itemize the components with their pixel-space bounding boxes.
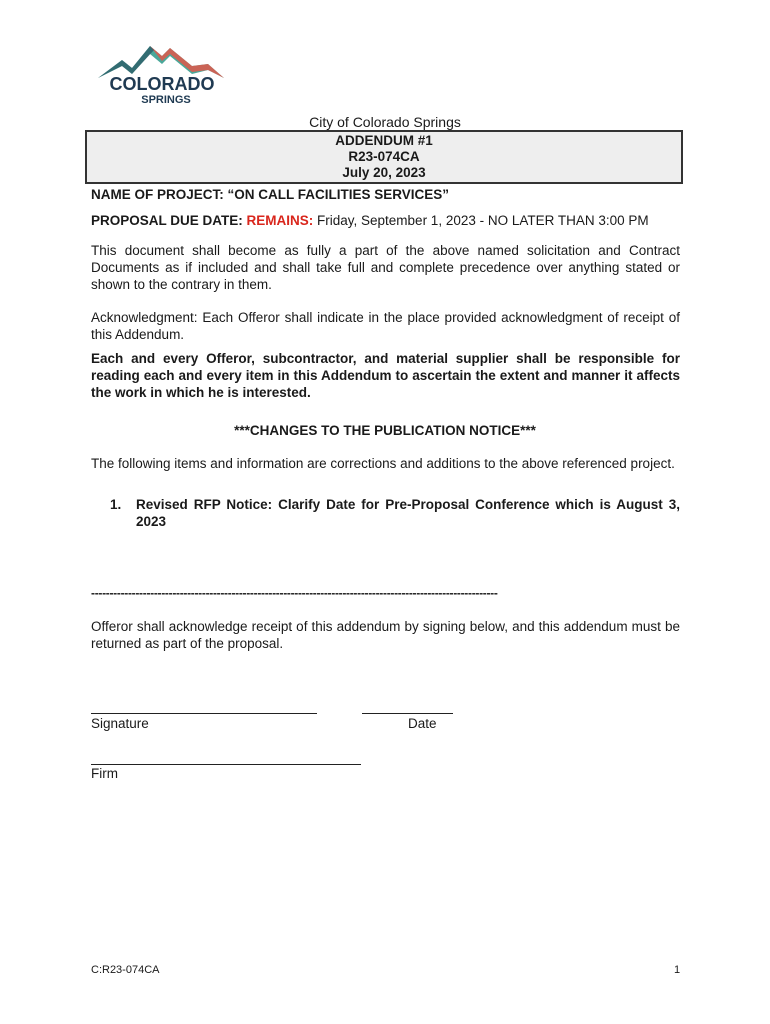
addendum-date: July 20, 2023: [342, 165, 426, 180]
firm-label: Firm: [91, 766, 118, 781]
list-item: [110, 496, 680, 530]
addendum-title: ADDENDUM #1: [335, 133, 433, 148]
following-items-text: The following items and information are corrections and additions to the above referenced project.: [91, 456, 675, 471]
due-date-text: Friday, September 1, 2023 - NO LATER THAN 3:00 PM: [313, 213, 649, 228]
page-number: 1: [674, 964, 681, 976]
due-date-label: PROPOSAL DUE DATE:: [91, 213, 247, 228]
proposal-due-date: [91, 213, 649, 228]
list-item-number: 1.: [110, 497, 122, 512]
signature-label: Signature: [91, 716, 149, 731]
date-label: Date: [408, 716, 437, 731]
addendum-header-box: [85, 130, 683, 184]
signature-line: [91, 713, 317, 714]
city-name: City of Colorado Springs: [309, 114, 461, 130]
colorado-springs-logo: [92, 34, 232, 106]
dashed-divider: --------------------------------------------------------------------------------------------------------------: [91, 586, 498, 600]
changes-heading: ***CHANGES TO THE PUBLICATION NOTICE***: [234, 423, 536, 438]
footer-document-code: C:R23-074CA: [91, 964, 160, 976]
paragraph-acknowledgment: Acknowledgment: Each Offeror shall indicate in the place provided acknowledgment of receipt of this Addendum.: [91, 310, 680, 342]
addendum-number: R23-074CA: [348, 149, 420, 164]
paragraph-responsibility: Each and every Offeror, subcontractor, and material supplier shall be responsible for reading each and every item in this Addendum to ascertain the extent and manner it affects the work in which he is interested.: [91, 351, 680, 400]
due-date-status: REMAINS:: [246, 213, 314, 228]
mountain-logo-icon: [92, 34, 232, 106]
paragraph-acknowledge-receipt: Offeror shall acknowledge receipt of this addendum by signing below, and this addendum must be returned as part of the proposal.: [91, 619, 680, 651]
logo-text-colorado: COLORADO: [109, 74, 215, 94]
list-item-text: Revised RFP Notice: Clarify Date for Pre-Proposal Conference which is August 3, 2023: [136, 497, 680, 529]
paragraph-precedence: This document shall become as fully a part of the above named solicitation and Contract Documents as if included and shall take full and complete precedence over anything stated or shown to the contrary in them.: [91, 243, 680, 292]
firm-line: [91, 764, 361, 765]
date-line: [362, 713, 453, 714]
logo-text-springs: SPRINGS: [141, 94, 191, 106]
project-name: NAME OF PROJECT: “ON CALL FACILITIES SERVICES”: [91, 187, 450, 202]
